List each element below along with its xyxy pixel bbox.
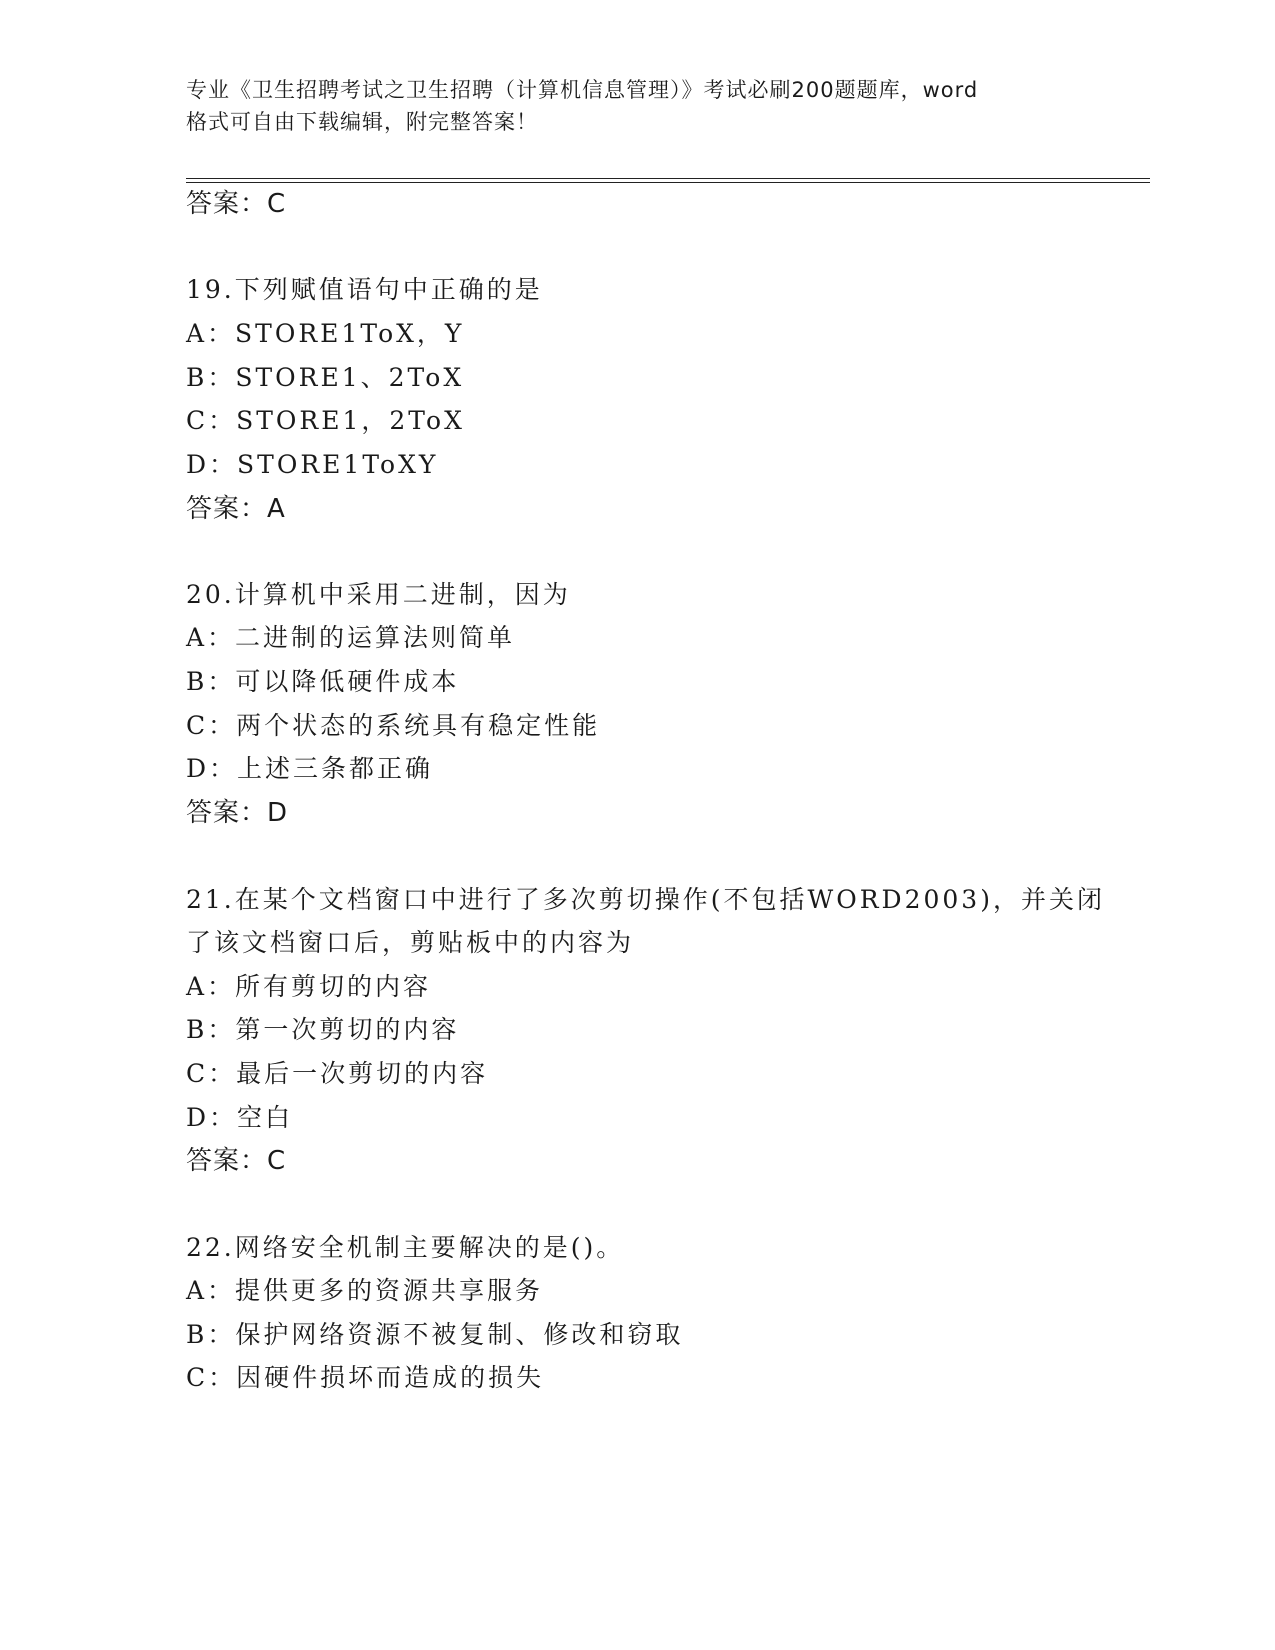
question-21-option-b: B：第一次剪切的内容 (186, 1015, 460, 1044)
answer-19: 答案：A (186, 494, 286, 524)
question-21-option-d: D：空白 (186, 1103, 294, 1132)
question-20-option-c: C：两个状态的系统具有稳定性能 (186, 711, 601, 740)
header-divider-top (186, 178, 1150, 179)
question-21-stem-line-1: 21.在某个文档窗口中进行了多次剪切操作(不包括WORD2003)，并关闭 (186, 885, 1105, 914)
header-divider-bottom (186, 182, 1150, 183)
question-22-option-b: B：保护网络资源不被复制、修改和窃取 (186, 1320, 684, 1349)
question-22-option-c: C：因硬件损坏而造成的损失 (186, 1363, 545, 1392)
question-22-stem: 22.网络安全机制主要解决的是()。 (186, 1233, 625, 1262)
answer-20: 答案：D (186, 798, 289, 828)
question-20-stem: 20.计算机中采用二进制，因为 (186, 580, 571, 609)
question-20-option-d: D：上述三条都正确 (186, 754, 434, 783)
question-19-option-c: C：STORE1，2ToX (186, 406, 465, 435)
question-21-stem-line-2: 了该文档窗口后，剪贴板中的内容为 (186, 928, 635, 957)
question-19-option-d: D：STORE1ToXY (186, 450, 439, 479)
answer-21: 答案：C (186, 1146, 287, 1176)
question-20-option-b: B：可以降低硬件成本 (186, 667, 460, 696)
question-19-stem: 19.下列赋值语句中正确的是 (186, 275, 543, 304)
question-21-option-a: A：所有剪切的内容 (186, 972, 432, 1001)
header-line-1: 专业《卫生招聘考试之卫生招聘（计算机信息管理）》考试必刷200题题库，word (186, 78, 979, 102)
question-22-option-a: A：提供更多的资源共享服务 (186, 1276, 544, 1305)
question-21-option-c: C：最后一次剪切的内容 (186, 1059, 489, 1088)
question-19-option-a: A：STORE1ToX，Y (186, 319, 465, 348)
question-19-option-b: B：STORE1、2ToX (186, 363, 465, 392)
document-header (186, 74, 1076, 138)
question-20-option-a: A：二进制的运算法则简单 (186, 623, 516, 652)
answer-18: 答案：C (186, 189, 287, 219)
header-line-2: 格式可自由下载编辑，附完整答案！ (186, 110, 538, 134)
